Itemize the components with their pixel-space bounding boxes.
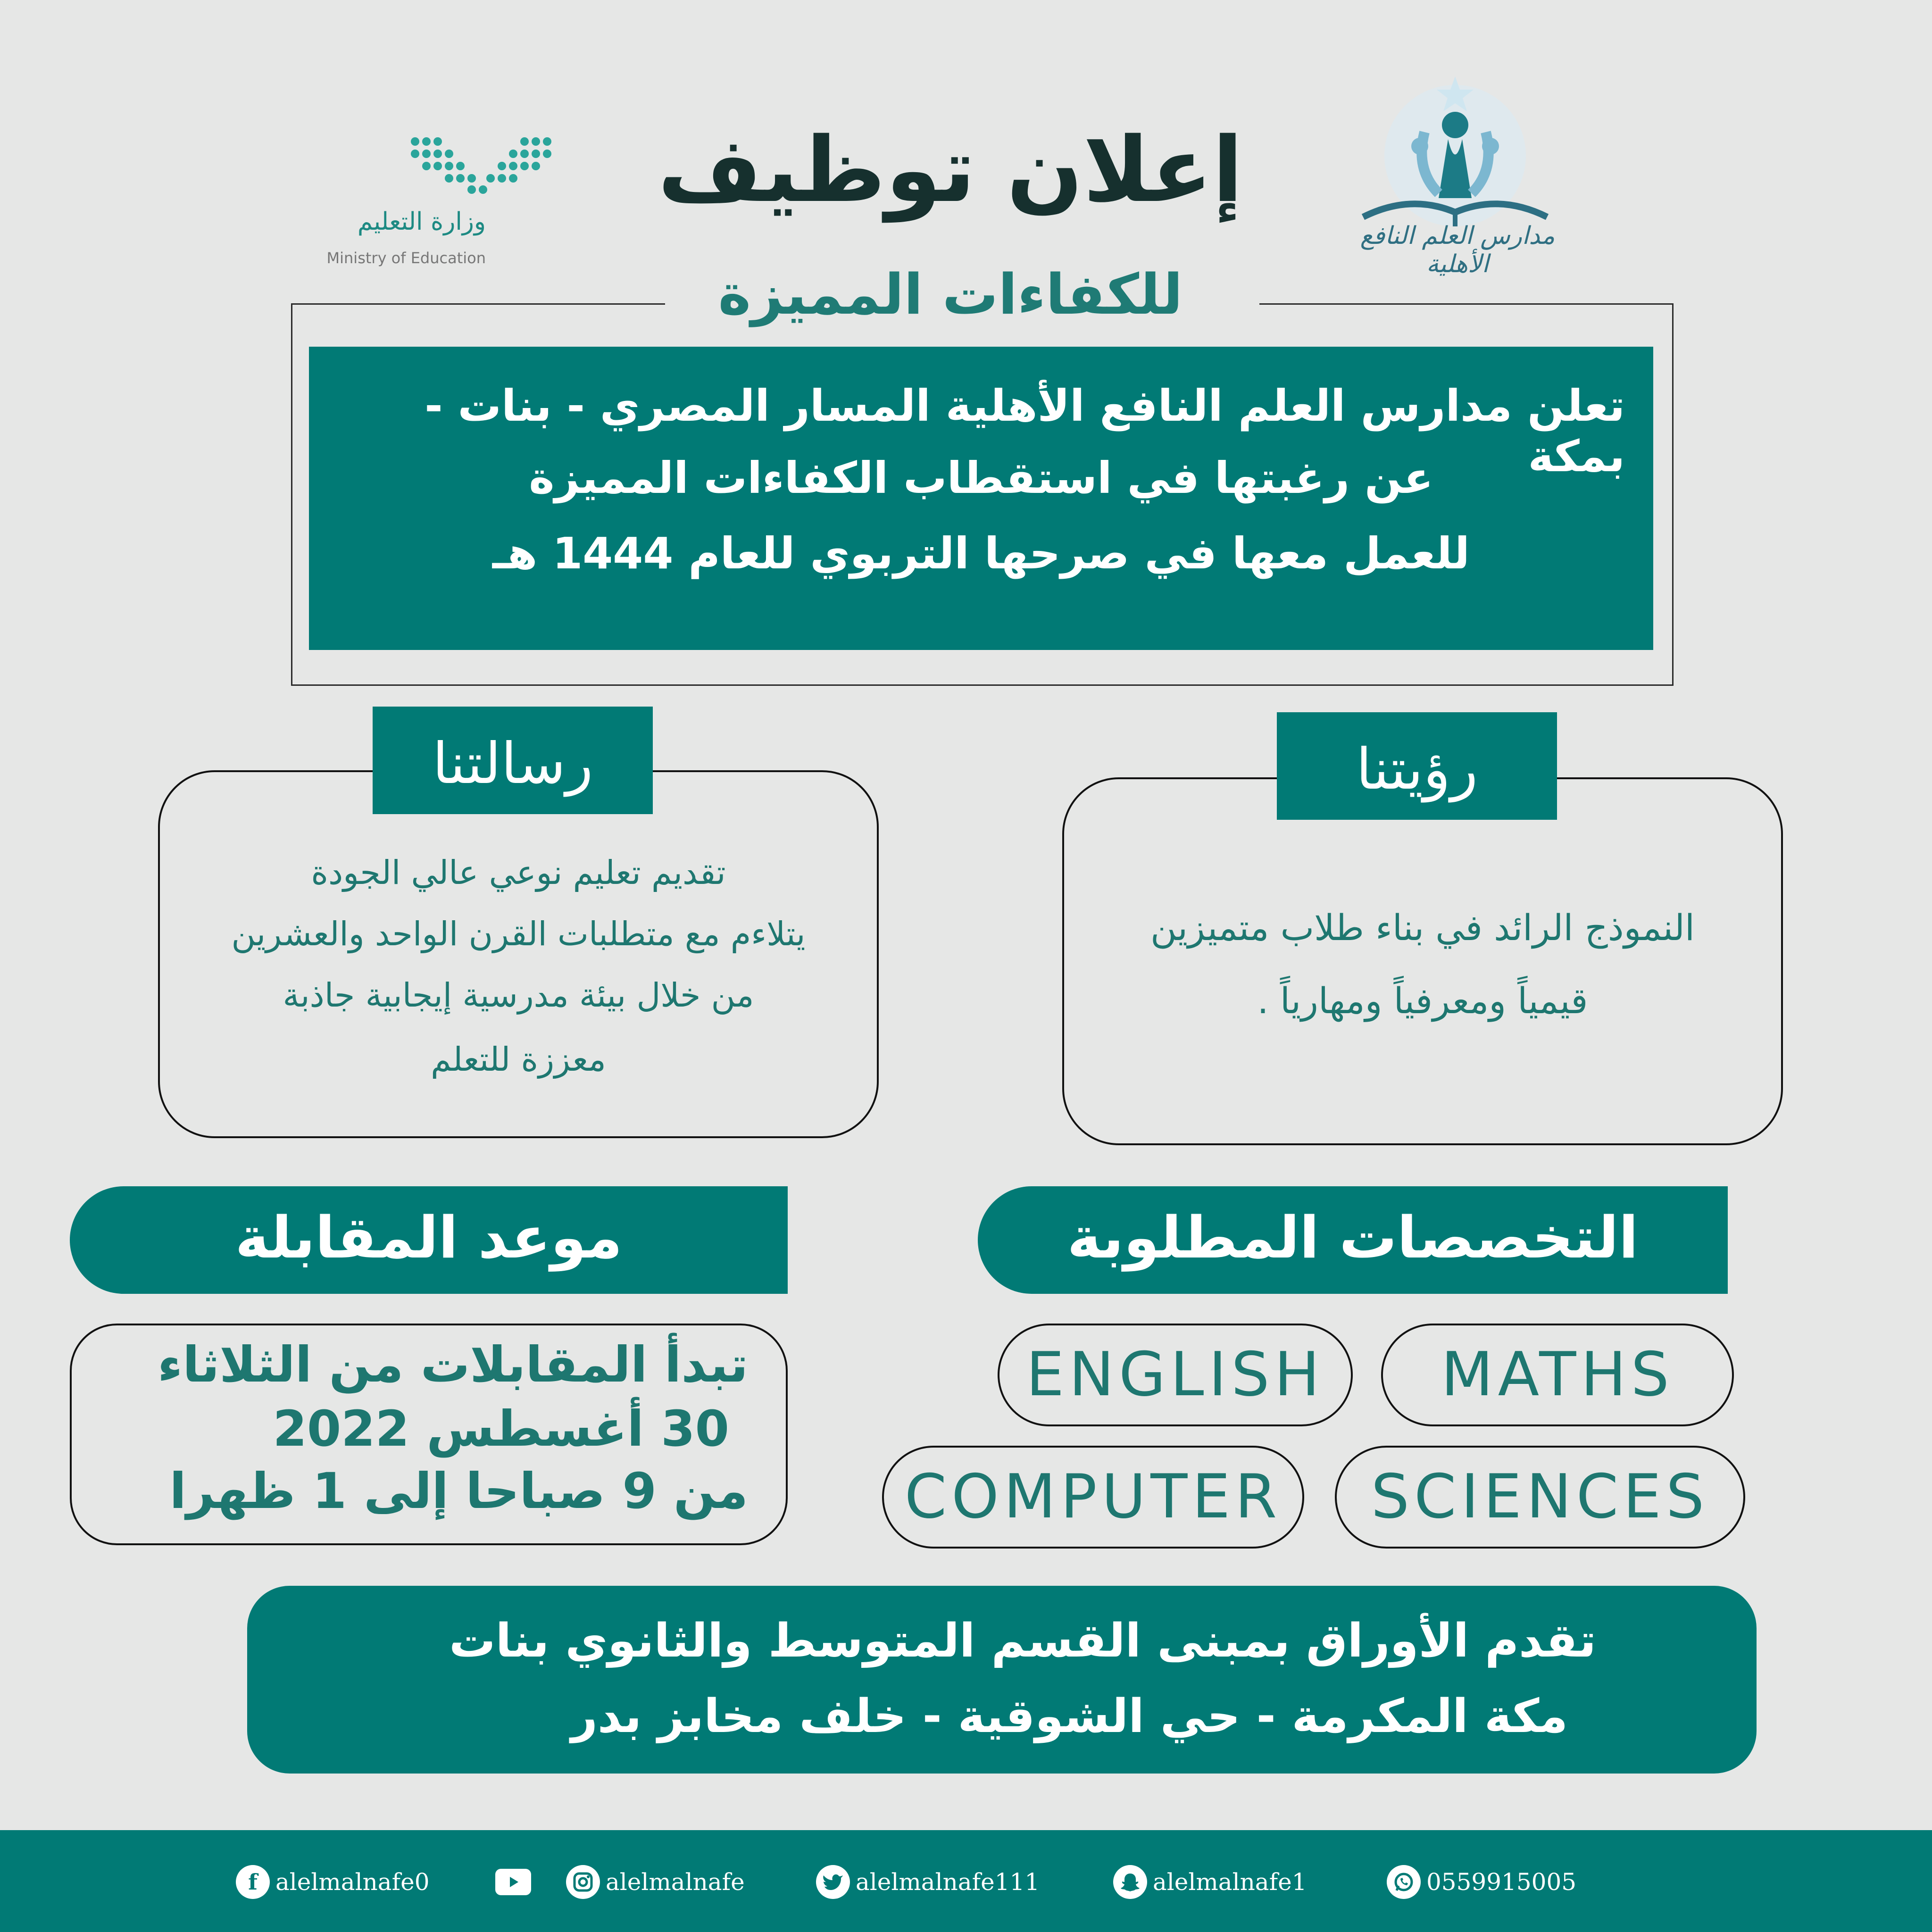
subject-pill-computer <box>882 1446 1304 1549</box>
intro-line: تعلن مدارس العلم النافع الأهلية المسار المصري - بنات - بمكة <box>425 381 1625 482</box>
ministry-logo <box>406 127 557 198</box>
ministry-name-en: Ministry of Education <box>326 249 486 267</box>
school-name: مدارس العلم النافع الأهلية <box>1360 222 1555 278</box>
subject-pill-sciences <box>1335 1446 1745 1549</box>
vision-tab <box>1277 712 1557 820</box>
mission-line: تقديم تعليم نوعي عالي الجودة <box>311 853 726 892</box>
subject-label: ENGLISH <box>1026 1340 1324 1410</box>
facebook-handle: alelmalnafe0 <box>275 1868 430 1896</box>
snapchat-icon <box>1113 1865 1147 1899</box>
snapchat-handle: alelmalnafe1 <box>1153 1868 1307 1896</box>
mission-title: رسالتنا <box>432 731 593 797</box>
instagram-link[interactable] <box>566 1863 745 1901</box>
whatsapp-icon <box>1387 1865 1421 1899</box>
twitter-handle: alelmalnafe111 <box>856 1868 1040 1896</box>
intro-line: للعمل معها في صرحها التربوي للعام 1444 هـ <box>492 528 1470 579</box>
interview-line: 30 أغسطس 2022 <box>273 1400 729 1457</box>
intro-line: عن رغبتها في استقطاب الكفاءات المميزة <box>529 453 1433 503</box>
vision-line: قيمياً ومعرفياً ومهارياً . <box>1257 980 1588 1022</box>
twitter-icon <box>816 1865 850 1899</box>
vision-line: النموذج الرائد في بناء طلاب متميزين <box>1150 907 1695 949</box>
mission-box <box>158 770 879 1138</box>
facebook-icon: f <box>236 1865 270 1899</box>
whatsapp-link[interactable] <box>1387 1863 1576 1901</box>
address-line: تقدم الأوراق بمبنى القسم المتوسط والثانوي بنات <box>449 1614 1596 1668</box>
footer-bar <box>0 1830 1932 1932</box>
instagram-handle: alelmalnafe <box>606 1868 745 1896</box>
address-panel <box>247 1586 1757 1774</box>
snapchat-link[interactable] <box>1113 1863 1307 1901</box>
mission-line: يتلاءم مع متطلبات القرن الواحد والعشرين <box>231 915 806 953</box>
subject-pill-maths <box>1381 1324 1734 1426</box>
mission-tab <box>373 707 653 814</box>
subject-pill-english <box>998 1324 1353 1426</box>
twitter-link[interactable] <box>816 1863 1040 1901</box>
interview-title: موعد المقابلة <box>235 1204 623 1271</box>
youtube-link[interactable] <box>495 1863 538 1901</box>
interview-line: تبدأ المقابلات من الثلاثاء <box>157 1336 748 1393</box>
specializations-title: التخصصات المطلوبة <box>1067 1204 1639 1271</box>
address-line: مكة المكرمة - حي الشوقية - خلف مخابز بدر <box>571 1690 1568 1743</box>
page-title: إعلان توظيف <box>658 118 1243 222</box>
subject-label: COMPUTER <box>904 1462 1282 1532</box>
interview-line: من 9 صباحا إلى 1 ظهرا <box>169 1462 748 1520</box>
vision-box <box>1062 777 1783 1145</box>
intro-panel <box>309 347 1653 650</box>
instagram-icon <box>566 1865 600 1899</box>
mission-line: من خلال بيئة مدرسية إيجابية جاذبة <box>283 976 754 1015</box>
mission-line: معززة للتعلم <box>431 1040 606 1079</box>
vision-title: رؤيتنا <box>1356 737 1478 802</box>
ministry-name-ar: وزارة التعليم <box>357 208 486 236</box>
page-subtitle: للكفاءات المميزة <box>718 262 1183 327</box>
facebook-link[interactable] <box>236 1863 430 1901</box>
subject-label: SCIENCES <box>1371 1462 1709 1532</box>
whatsapp-number: 0559915005 <box>1426 1868 1577 1896</box>
specializations-header <box>978 1186 1728 1294</box>
subject-label: MATHS <box>1441 1340 1674 1410</box>
interview-box <box>70 1324 788 1545</box>
interview-header <box>70 1186 788 1294</box>
youtube-icon <box>495 1869 531 1895</box>
